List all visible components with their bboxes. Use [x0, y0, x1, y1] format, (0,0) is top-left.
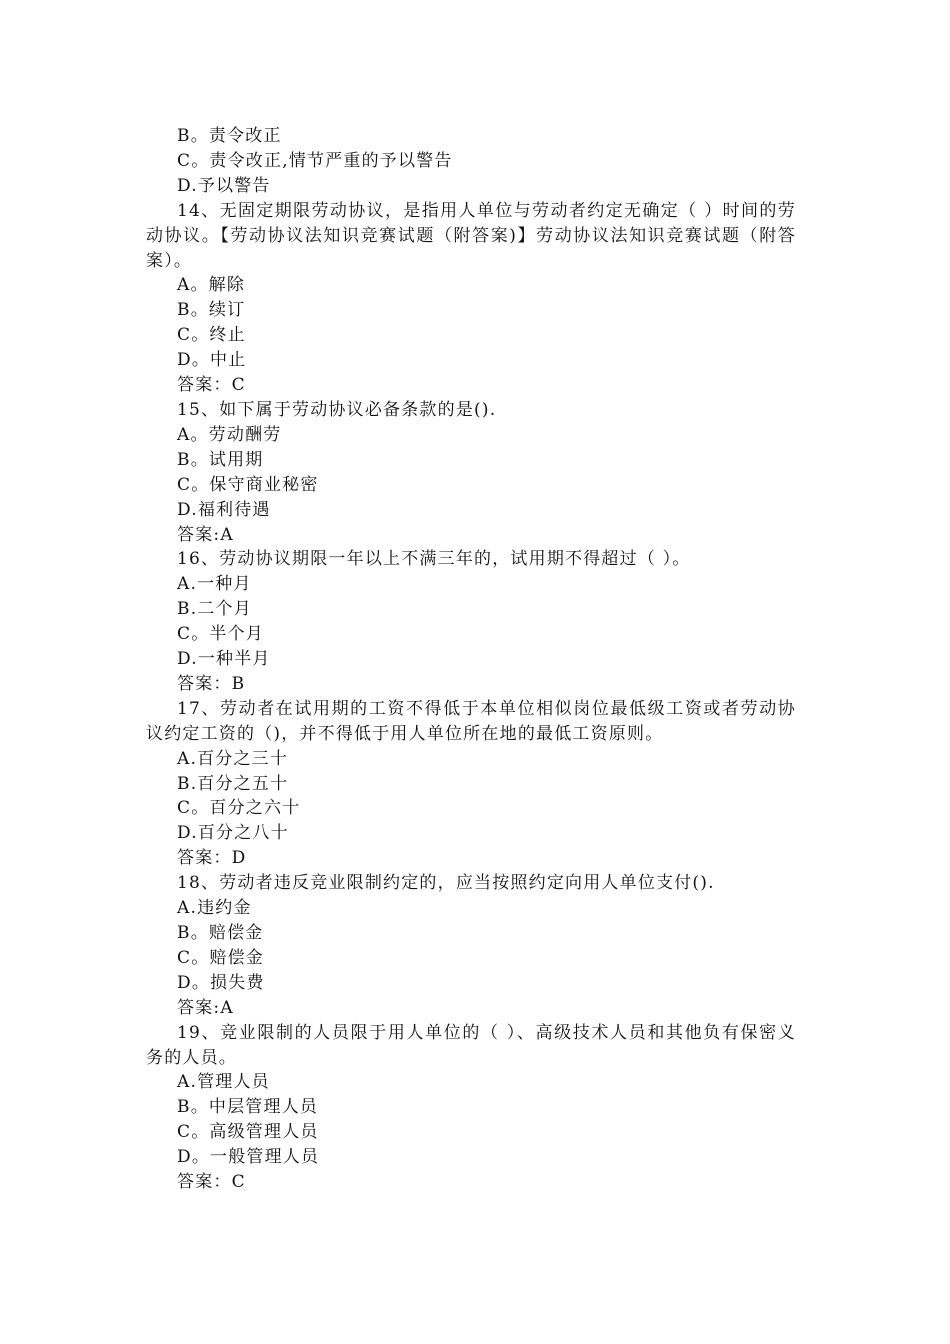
question-15-option-d: D.福利待遇	[177, 499, 271, 520]
question-16-option-d: D.一种半月	[177, 649, 271, 670]
question-17-option-a: A.百分之三十	[177, 748, 289, 769]
question-16-answer: 答案：B	[177, 673, 246, 694]
question-18-option-c: C。赔偿金	[177, 947, 265, 968]
question-19-option-d: D。一般管理人员	[177, 1147, 320, 1168]
question-14-answer: 答案：C	[177, 375, 246, 396]
question-18-stem: 18、劳动者违反竞业限制约定的，应当按照约定向用人单位支付().	[177, 873, 715, 894]
question-17-stem: 17、劳动者在试用期的工资不得低于本单位相似岗位最低级工资或者劳动协议约定工资的（)，并不得低于用人单位所在地的最低工资原则。	[146, 698, 796, 744]
document-body	[146, 124, 796, 1195]
question-16-option-c: C。半个月	[177, 624, 265, 645]
question-17-option-d: D.百分之八十	[177, 823, 289, 844]
question-15-stem: 15、如下属于劳动协议必备条款的是().	[177, 399, 497, 420]
question-15-option-a: A。劳动酬劳	[177, 424, 282, 445]
question-16-option-b: B.二个月	[177, 599, 252, 620]
question-15-option-b: B。试用期	[177, 449, 264, 470]
question-14-option-b: B。续订	[177, 300, 246, 321]
question-19-option-c: C。高级管理人员	[177, 1122, 319, 1143]
question-14-option-d: D。中止	[177, 350, 247, 371]
question-15-answer: 答案:A	[177, 524, 234, 545]
question-18-option-b: B。赔偿金	[177, 923, 264, 943]
question-16-option-a: A.一种月	[177, 574, 252, 595]
question-15-option-c: C。保守商业秘密	[177, 474, 319, 495]
question-17-option-c: C。百分之六十	[177, 798, 301, 819]
question-18-option-a: A.违约金	[177, 898, 252, 919]
question-19-answer: 答案：C	[177, 1172, 246, 1193]
question-16-stem: 16、劳动协议期限一年以上不满三年的，试用期不得超过（ ）。	[177, 549, 691, 570]
question-18-answer: 答案:A	[177, 997, 234, 1018]
question-17-option-b: B.百分之五十	[177, 773, 289, 794]
option-d-top: D.予以警告	[177, 175, 271, 196]
question-18-option-d: D。损失费	[177, 972, 265, 993]
option-c-top: C。责令改正,情节严重的予以警告	[177, 150, 453, 171]
question-19-option-b: B。中层管理人员	[177, 1097, 319, 1118]
option-b-top: B。责令改正	[177, 126, 282, 146]
question-14-option-a: A。解除	[177, 275, 246, 296]
question-14-option-c: C。终止	[177, 325, 246, 346]
question-14-stem: 14、无固定期限劳动协议，是指用人单位与劳动者约定无确定（ ）时间的劳动协议。【劳动协议法知识竞赛试题（附答案)】劳动协议法知识竞赛试题（附答案）。	[146, 200, 796, 271]
question-19-stem: 19、竞业限制的人员限于用人单位的（ ）、高级技术人员和其他负有保密义务的人员。	[146, 1022, 796, 1068]
question-19-option-a: A.管理人员	[177, 1072, 270, 1093]
question-17-answer: 答案：D	[177, 848, 247, 869]
